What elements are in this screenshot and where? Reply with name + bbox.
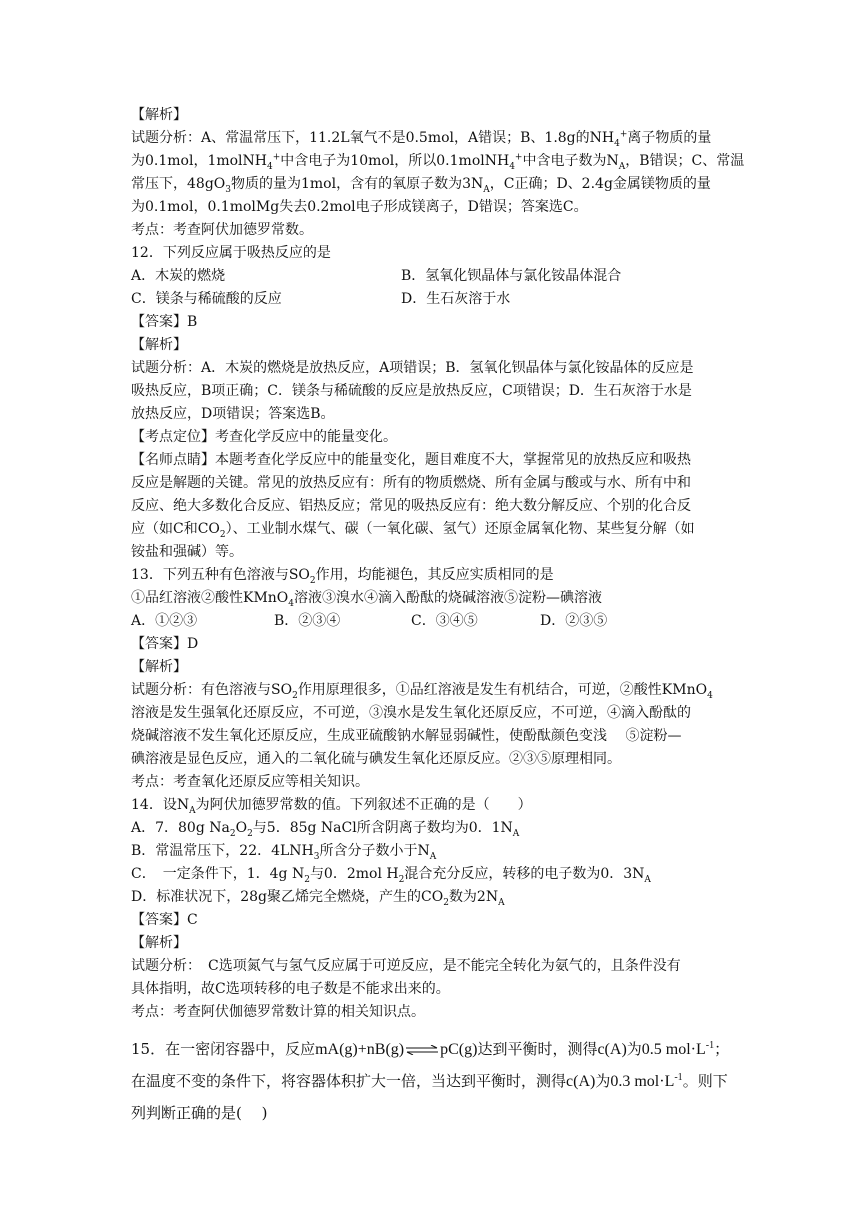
analysis-text: 试题分析： C选项氮气与氢气反应属于可逆反应，是不能完全转化为氨气的，且条件没有 xyxy=(131,958,681,974)
knowledge-point: 考点：考查阿伏伽德罗常数计算的相关知识点。 xyxy=(131,1004,425,1020)
option-a: A．①②③ xyxy=(131,613,198,629)
option-b: B．②③④ xyxy=(274,613,341,629)
option-a: A．木炭的燃烧 xyxy=(131,268,226,284)
analysis-text: 常压下，$48gO_3$物质的量为1mol，含有的氧原子数为$3N_A$，C正确；D、2.4g金属镁物质的量 xyxy=(131,176,711,195)
answer: 【答案】B xyxy=(131,314,198,330)
analysis-text: 吸热反应，B项正确；C．镁条与稀硫酸的反应是放热反应，C项错误；D．生石灰溶于水是 xyxy=(131,383,692,399)
option-c: C．③④⑤ xyxy=(411,613,478,629)
question-15: 列判断正确的是( ) xyxy=(131,1104,268,1122)
teacher-note: 反应、绝大多数化合反应、铝热反应；常见的吸热反应有：绝大数分解反应、个别的化合反 xyxy=(131,498,691,514)
answer: 【答案】C xyxy=(131,912,198,928)
equilibrium-arrow-icon xyxy=(405,1045,439,1055)
question-13-items: ①品红溶液②酸性KMnO$_4$溶液③溴水④滴入酚酞的烧碱溶液⑤淀粉—碘溶液 xyxy=(131,590,603,609)
option-d: D．生石灰溶于水 xyxy=(401,291,511,307)
analysis-text: 试题分析：有色溶液与$SO_2$作用原理很多，①品红溶液是发生有机结合，可逆，②酸性KMnO$_4$ xyxy=(131,682,713,701)
analysis-text: 溶液是发生强氧化还原反应，不可逆，③溴水是发生氧化还原反应，不可逆，④滴入酚酞的 xyxy=(131,705,691,721)
analysis-text: 碘溶液是显色反应，通入的二氧化硫与碘发生氧化还原反应。②③⑤原理相同。 xyxy=(131,751,621,767)
analysis-text: 试题分析：A、常温常压下，11.2L氧气不是0.5mol，A错误；B、1.8g的$NH_4^+$离子物质的量 xyxy=(131,129,712,149)
question-15: 15．在一密闭容器中，反应mA(g)+nB(g) pC(g)达到平衡时，测得c(A)为0.5 $mol\cdot L^{-1}$； xyxy=(131,1040,730,1058)
analysis-text: 为0.1mol，0.1molMg失去0.2mol电子形成镁离子，D错误；答案选C。 xyxy=(131,199,588,215)
analysis-text: 为0.1mol，1molNH$_4$+中含电子为10mol，所以0.1molNH$_4$+中含电子数为$N_A$，B错误；C、常温 xyxy=(131,152,745,172)
teacher-note: 反应是解题的关键。常见的放热反应有：所有的物质燃烧、所有金属与酸或与水、所有中和 xyxy=(131,475,691,491)
analysis-text: 放热反应，D项错误；答案选B。 xyxy=(131,406,335,422)
analysis-text: 烧碱溶液不发生氧化还原反应，生成亚硫酸钠水解显弱碱性，使酚酞颜色变浅 ⑤淀粉— xyxy=(131,728,682,744)
option-c: C． 一定条件下，1．4g $N_2$与0．2mol $H_2$混合充分反应，转移的电子数为0．$3N_A$ xyxy=(131,866,651,885)
option-d: D．②③⑤ xyxy=(540,613,608,629)
teacher-note: 铵盐和强碱）等。 xyxy=(131,544,243,560)
question-12: 12．下列反应属于吸热反应的是 xyxy=(131,245,331,261)
analysis-heading: 【解析】 xyxy=(131,337,187,353)
option-b: B．常温常压下，22．$4LNH_3$所含分子数小于$N_A$ xyxy=(131,843,437,862)
question-15: 在温度不变的条件下，将容器体积扩大一倍，当达到平衡时，测得c(A)为0.3 $mol\cdot L^{-1}$。则下 xyxy=(131,1072,728,1090)
teacher-note: 【名师点睛】本题考查化学反应中的能量变化，题目难度不大，掌握常见的放热反应和吸热 xyxy=(131,452,691,468)
knowledge-point: 【考点定位】考查化学反应中的能量变化。 xyxy=(131,429,397,445)
option-a: A．7．80g $Na_2O_2$与5．85g NaCl所含阴离子数均为0．$1N_A$ xyxy=(131,820,520,839)
question-13: 13．下列五种有色溶液与$SO_2$作用，均能褪色，其反应实质相同的是 xyxy=(131,567,554,586)
analysis-heading: 【解析】 xyxy=(131,107,187,123)
option-b: B．氢氧化钡晶体与氯化铵晶体混合 xyxy=(401,268,622,284)
knowledge-point: 考点：考查氧化还原反应等相关知识。 xyxy=(131,774,369,790)
answer: 【答案】D xyxy=(131,636,199,652)
question-14: 14．设$N_A$为阿伏加德罗常数的值。下列叙述不正确的是（ ） xyxy=(131,797,532,816)
option-d: D．标准状况下，28g聚乙烯完全燃烧，产生的$CO_2$数为$2N_A$ xyxy=(131,889,505,908)
analysis-text: 试题分析：A．木炭的燃烧是放热反应，A项错误；B．氢氧化钡晶体与氯化铵晶体的反应是 xyxy=(131,360,694,376)
analysis-heading: 【解析】 xyxy=(131,659,187,675)
analysis-heading: 【解析】 xyxy=(131,935,187,951)
teacher-note: 应（如C和$CO_2$）、工业制水煤气、碳（一氧化碳、氢气）还原金属氧化物、某些复分解（如 xyxy=(131,521,695,540)
knowledge-point: 考点：考查阿伏加德罗常数。 xyxy=(131,222,313,238)
analysis-text: 具体指明，故C选项转移的电子数是不能求出来的。 xyxy=(131,981,450,997)
option-c: C．镁条与稀硫酸的反应 xyxy=(131,291,282,307)
